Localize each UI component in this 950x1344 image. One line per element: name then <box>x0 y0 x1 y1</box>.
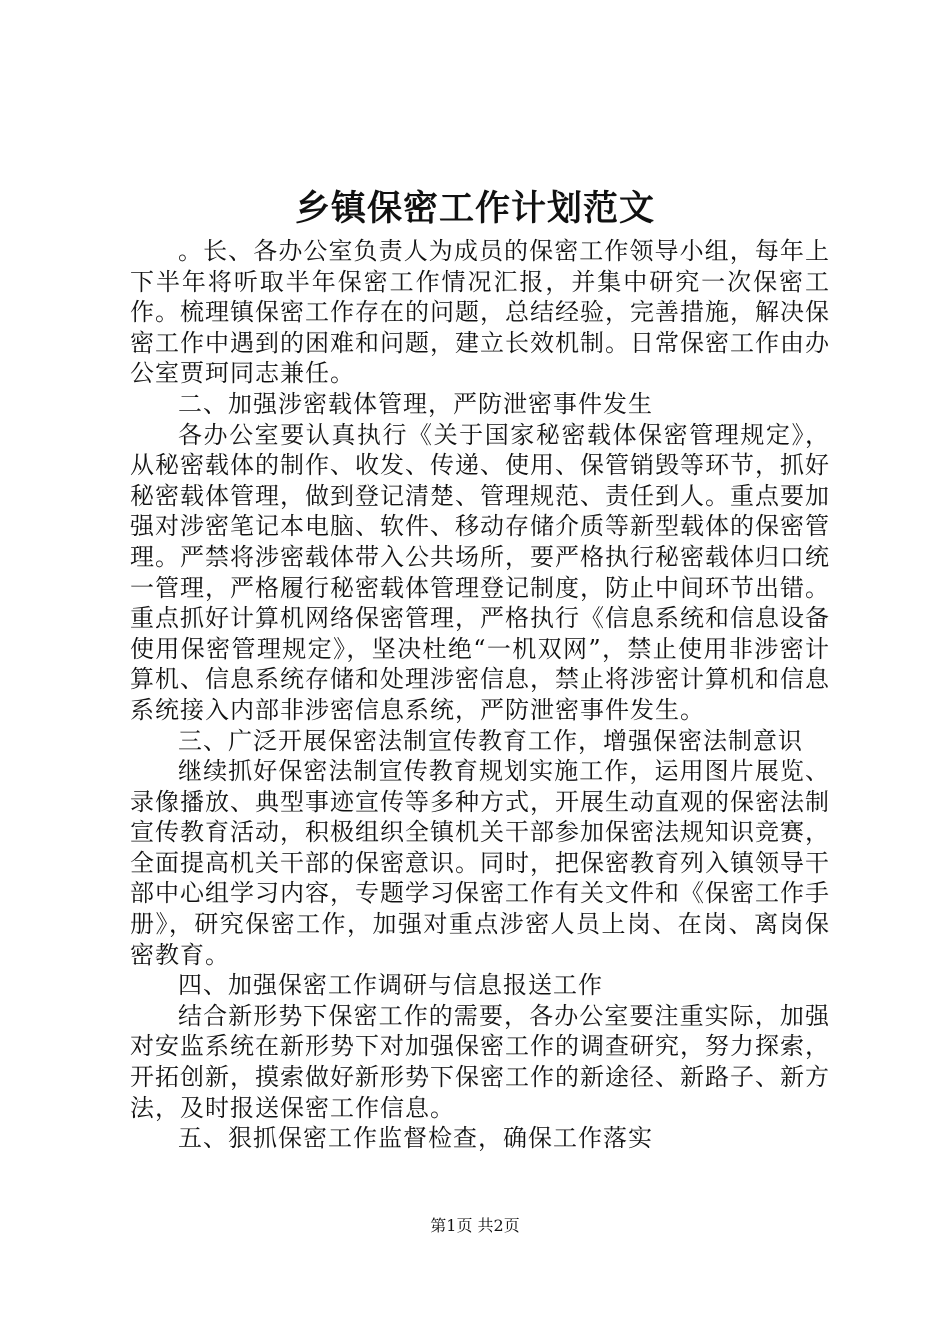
document-title: 乡镇保密工作计划范文 <box>294 188 655 229</box>
heading-section-3: 三、广泛开展保密法制宣传教育工作，增强保密法制意识 <box>178 726 803 755</box>
paragraph-legal-education: 继续抓好保密法制宣传教育规划实施工作，运用图片展览、录像播放、典型事迹宣传等多种方式，开展生动直观的保密法制宣传教育活动，积极组织全镇机关干部参加保密法规知识竞赛，全面提高机关干部的保密意识。同时，把保密教育列入镇领导干部中心组学习内容，专题学习保密工作有关文件和《保密工作手册》，研究保密工作，加强对重点涉密人员上岗、在岗、离岗保密教育。 <box>130 757 830 969</box>
paragraph-carrier-management: 各办公室要认真执行《关于国家秘密载体保密管理规定》，从秘密载体的制作、收发、传递、使用、保管销毁等环节，抓好秘密载体管理，做到登记清楚、管理规范、责任到人。重点要加强对涉密笔记本电脑、软件、移动存储介质等新型载体的保密管理。严禁将涉密载体带入公共场所，要严格执行秘密载体归口统一管理，严格履行秘密载体管理登记制度，防止中间环节出错。重点抓好计算机网络保密管理，严格执行《信息系统和信息设备使用保密管理规定》，坚决杜绝“一机双网”，禁止使用非涉密计算机、信息系统存储和处理涉密信息，禁止将涉密计算机和信息系统接入内部非涉密信息系统，严防泄密事件发生。 <box>130 420 830 724</box>
paragraph-research-reporting: 结合新形势下保密工作的需要，各办公室要注重实际，加强对安监系统在新形势下对加强保密工作的调查研究，努力探索，开拓创新，摸索做好新形势下保密工作的新途径、新路子、新方法，及时报送保密工作信息。 <box>130 1001 830 1122</box>
heading-section-2: 二、加强涉密载体管理，严防泄密事件发生 <box>178 389 653 418</box>
heading-section-4: 四、加强保密工作调研与信息报送工作 <box>178 971 603 1000</box>
page-footer: 第1页 共2页 <box>430 1216 520 1235</box>
document-body <box>130 236 830 1154</box>
paragraph-leadership-group: 。长、各办公室负责人为成员的保密工作领导小组，每年上下半年将听取半年保密工作情况汇报，并集中研究一次保密工作。梳理镇保密工作存在的问题，总结经验，完善措施，解决保密工作中遇到的困难和问题，建立长效机制。日常保密工作由办公室贾珂同志兼任。 <box>130 237 830 388</box>
heading-section-5: 五、狠抓保密工作监督检查，确保工作落实 <box>178 1124 653 1153</box>
